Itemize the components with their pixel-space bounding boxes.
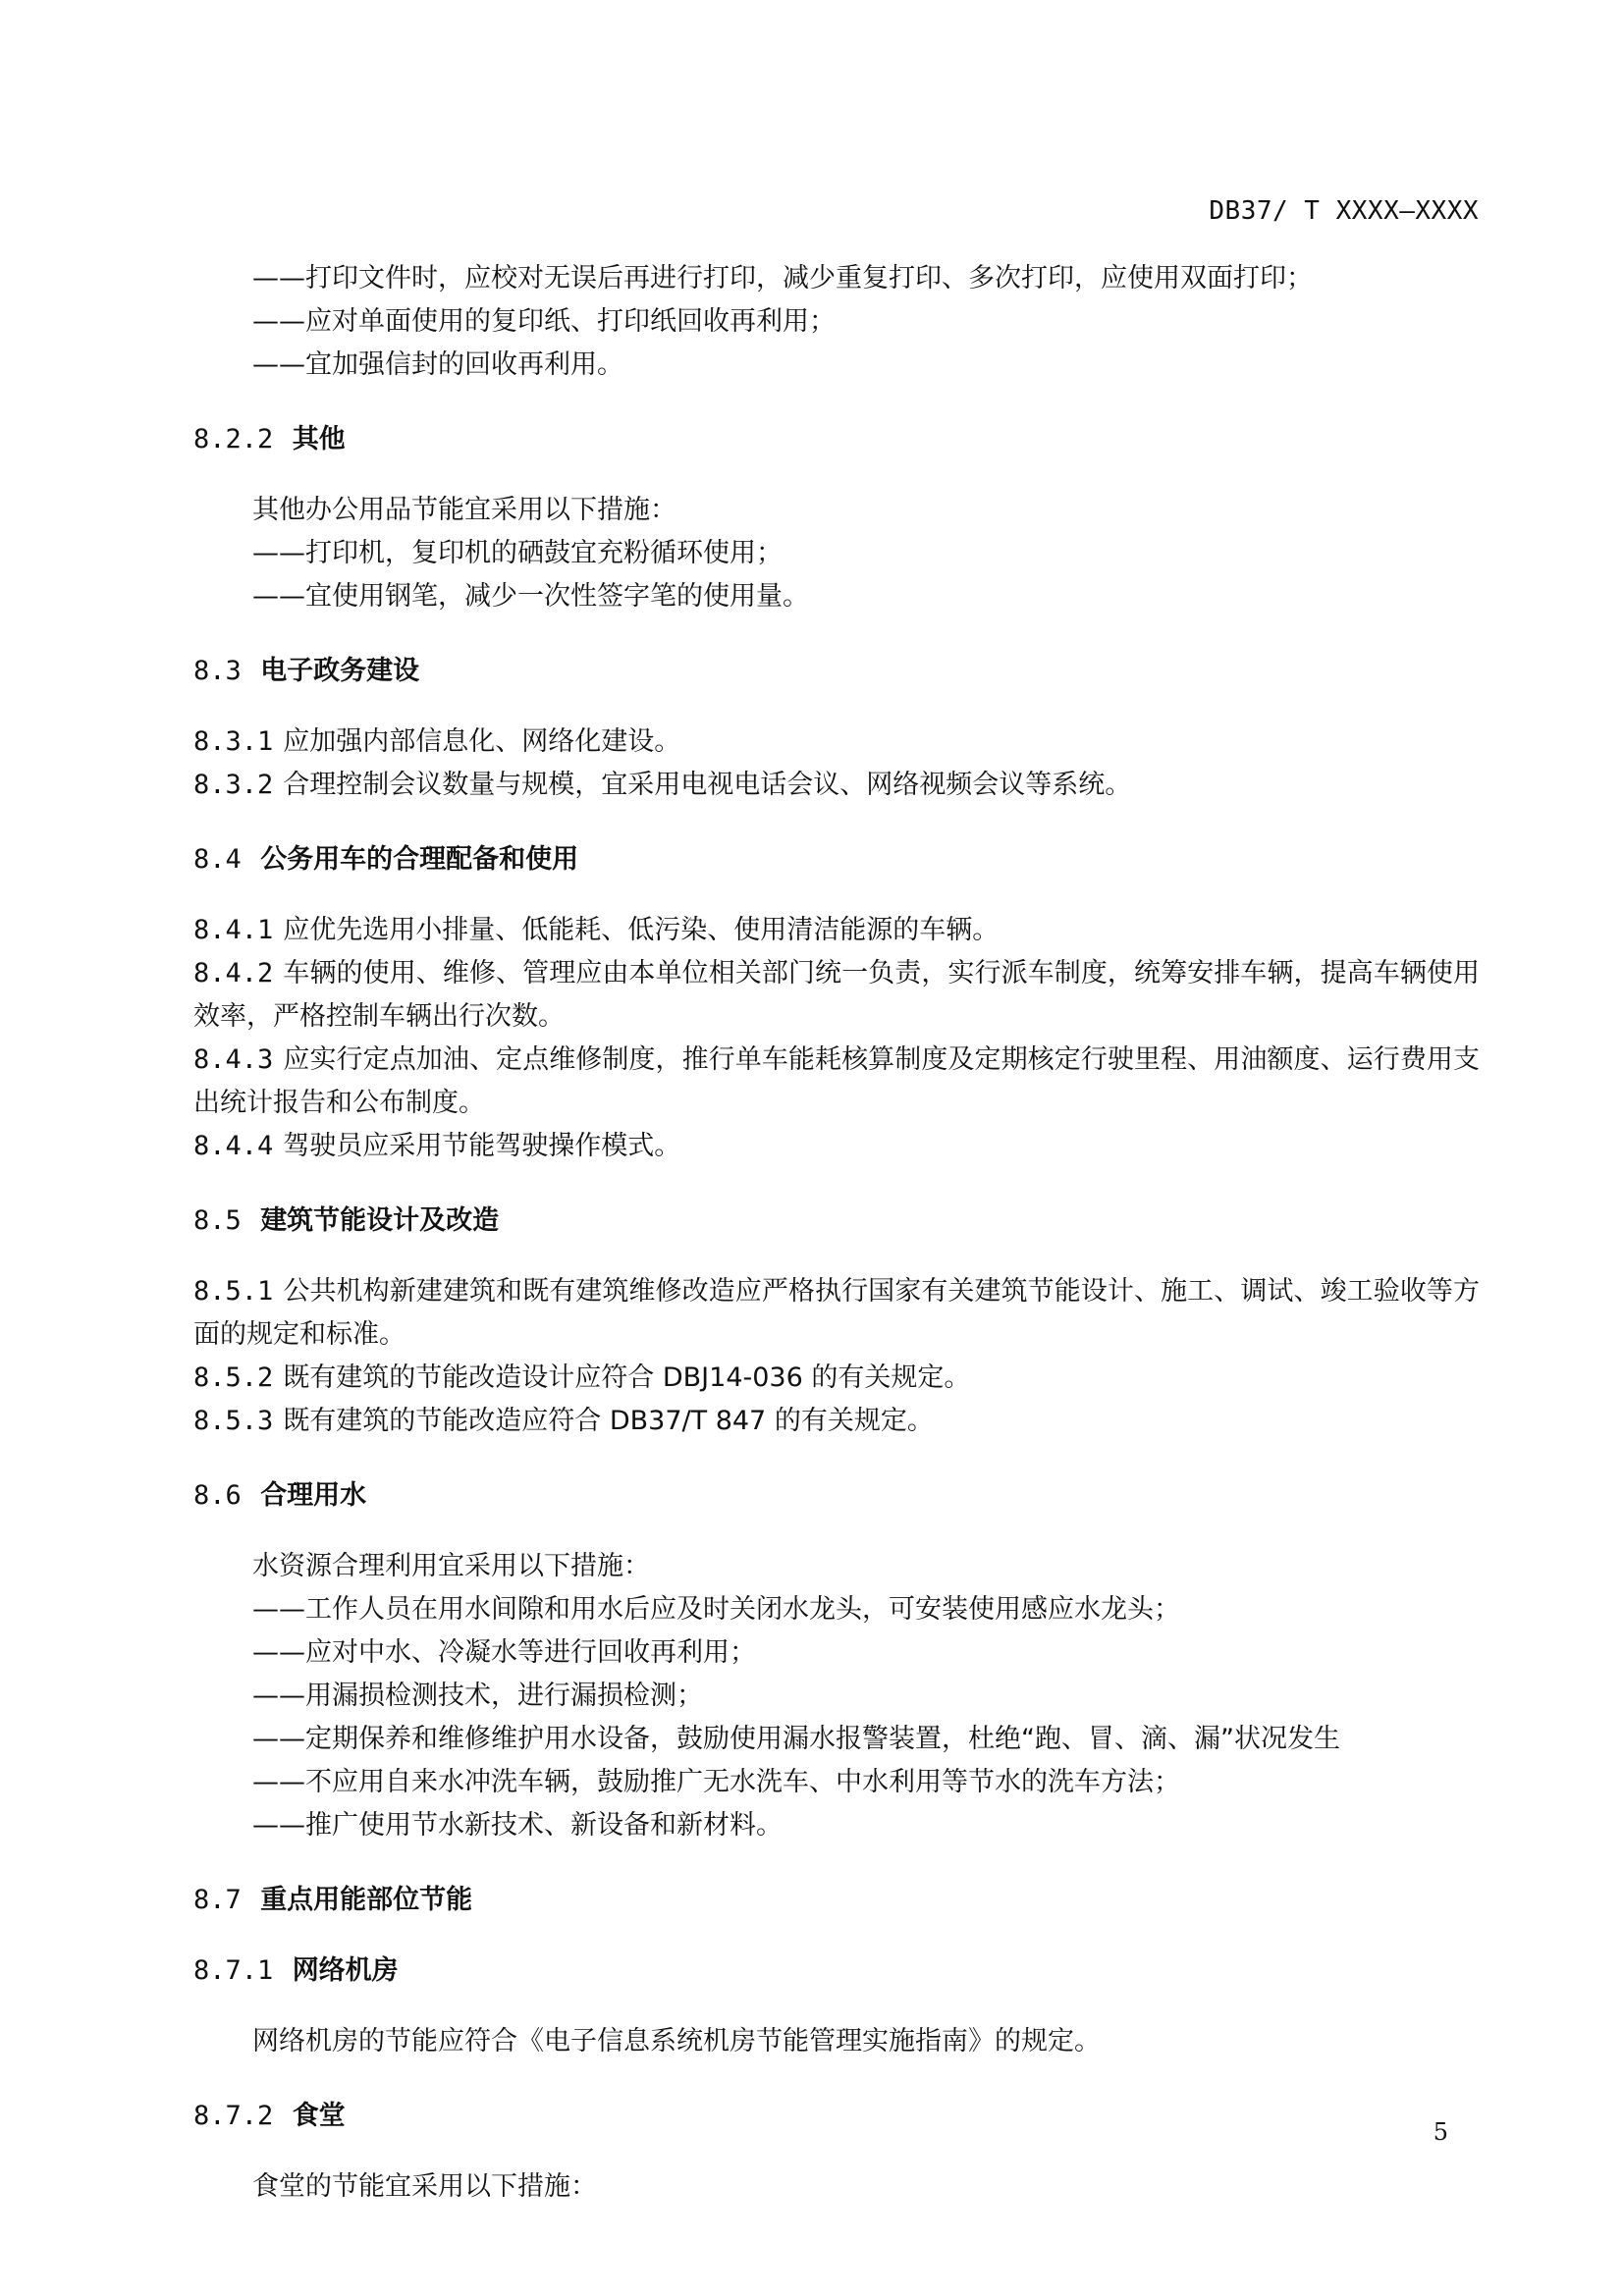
clause-8-4-2: [193, 952, 1480, 1039]
list-item: ——应对中水、冷凝水等进行回收再利用；: [252, 1637, 756, 1668]
clause-text: 驾驶员应采用节能驾驶操作模式。: [283, 1131, 681, 1161]
section-heading-8-5: [193, 1200, 1480, 1243]
section-number: 8.4: [193, 844, 242, 875]
section-intro: 水资源合理利用宜采用以下措施：: [252, 1551, 650, 1581]
clause-text: 既有建筑的节能改造应符合 DB37/T 847 的有关规定。: [283, 1406, 934, 1436]
clause-8-3-1: [193, 721, 1480, 764]
section-title: 公务用车的合理配备和使用: [260, 844, 579, 875]
clause-number: 8.3.2: [193, 770, 274, 800]
page-number: 5: [1433, 2118, 1448, 2146]
list-item: ——打印文件时，应校对无误后再进行打印，减少重复打印、多次打印，应使用双面打印；: [252, 263, 1313, 294]
clause-number: 8.4.3: [193, 1044, 274, 1075]
section-number: 8.6: [193, 1480, 242, 1511]
clause-8-5-1: [193, 1270, 1480, 1357]
section-heading-8-7: [193, 1879, 1480, 1922]
section-title: 重点用能部位节能: [260, 1885, 473, 1915]
section-heading-8-2-2: [193, 418, 1480, 461]
list-item: ——不应用自来水冲洗车辆，鼓励推广无水洗车、中水利用等节水的洗车方法；: [252, 1767, 1180, 1797]
section-number: 8.3: [193, 656, 242, 686]
section-heading-8-6: [193, 1474, 1480, 1518]
clause-text: 应实行定点加油、定点维修制度，推行单车能耗核算制度及定期核定行驶里程、用油额度、运行费用支出统计报告和公布制度。: [193, 1044, 1480, 1118]
section-number: 8.2.2: [193, 424, 274, 454]
section-title: 建筑节能设计及改造: [260, 1205, 500, 1236]
clause-8-4-3: [193, 1039, 1480, 1125]
section-number: 8.7.2: [193, 2101, 274, 2131]
clause-number: 8.4.2: [193, 958, 274, 988]
clause-number: 8.5.2: [193, 1362, 274, 1393]
section-number: 8.7.1: [193, 1955, 274, 1986]
section-title: 合理用水: [260, 1480, 367, 1511]
section-heading-8-3: [193, 650, 1480, 693]
document-body: [193, 257, 1480, 2209]
section-title: 食堂: [292, 2101, 346, 2131]
clause-8-5-3: [193, 1400, 1480, 1443]
list-item: ——用漏损检测技术，进行漏损检测；: [252, 1681, 703, 1711]
clause-number: 8.4.1: [193, 915, 274, 945]
list-item: ——宜使用钢笔，减少一次性签字笔的使用量。: [252, 581, 809, 612]
list-item: ——宜加强信封的回收再利用。: [252, 349, 623, 380]
list-item: ——工作人员在用水间隙和用水后应及时关闭水龙头，可安装使用感应水龙头；: [252, 1594, 1180, 1625]
clause-text: 应加强内部信息化、网络化建设。: [283, 726, 681, 757]
list-item: ——定期保养和维修维护用水设备，鼓励使用漏水报警装置，杜绝“跑、冒、滴、漏”状况发生: [252, 1724, 1340, 1754]
section-intro: 其他办公用品节能宜采用以下措施：: [252, 495, 676, 525]
section-heading-8-7-1: [193, 1949, 1480, 1993]
list-item: ——应对单面使用的复印纸、打印纸回收再利用；: [252, 306, 836, 337]
clause-text: 既有建筑的节能改造设计应符合 DBJ14-036 的有关规定。: [283, 1362, 971, 1393]
clause-number: 8.4.4: [193, 1131, 274, 1161]
section-title: 电子政务建设: [260, 656, 420, 686]
clause-8-4-4: [193, 1125, 1480, 1168]
list-item: ——打印机，复印机的硒鼓宜充粉循环使用；: [252, 538, 783, 568]
clause-8-5-2: [193, 1357, 1480, 1400]
section-heading-8-4: [193, 838, 1480, 881]
section-text: 食堂的节能宜采用以下措施：: [252, 2171, 597, 2202]
clause-text: 合理控制会议数量与规模，宜采用电视电话会议、网络视频会议等系统。: [283, 770, 1132, 800]
section-number: 8.5: [193, 1205, 242, 1236]
document-code-header: DB37/ T XXXX—XXXX: [1209, 196, 1479, 226]
clause-number: 8.5.3: [193, 1406, 274, 1436]
clause-8-4-1: [193, 909, 1480, 952]
section-heading-8-7-2: [193, 2095, 1480, 2138]
clause-text: 车辆的使用、维修、管理应由本单位相关部门统一负责，实行派车制度，统筹安排车辆，提高车辆使用效率，严格控制车辆出行次数。: [193, 958, 1480, 1032]
section-number: 8.7: [193, 1885, 242, 1915]
clause-8-3-2: [193, 764, 1480, 807]
clause-number: 8.3.1: [193, 726, 274, 757]
section-title: 其他: [292, 424, 346, 454]
clause-text: 公共机构新建建筑和既有建筑维修改造应严格执行国家有关建筑节能设计、施工、调试、竣工验收等方面的规定和标准。: [193, 1276, 1480, 1350]
section-text: 网络机房的节能应符合《电子信息系统机房节能管理实施指南》的规定。: [252, 2026, 1101, 2056]
list-item: ——推广使用节水新技术、新设备和新材料。: [252, 1810, 783, 1841]
clause-number: 8.5.1: [193, 1276, 274, 1307]
clause-text: 应优先选用小排量、低能耗、低污染、使用清洁能源的车辆。: [283, 915, 1000, 945]
section-title: 网络机房: [292, 1955, 399, 1986]
